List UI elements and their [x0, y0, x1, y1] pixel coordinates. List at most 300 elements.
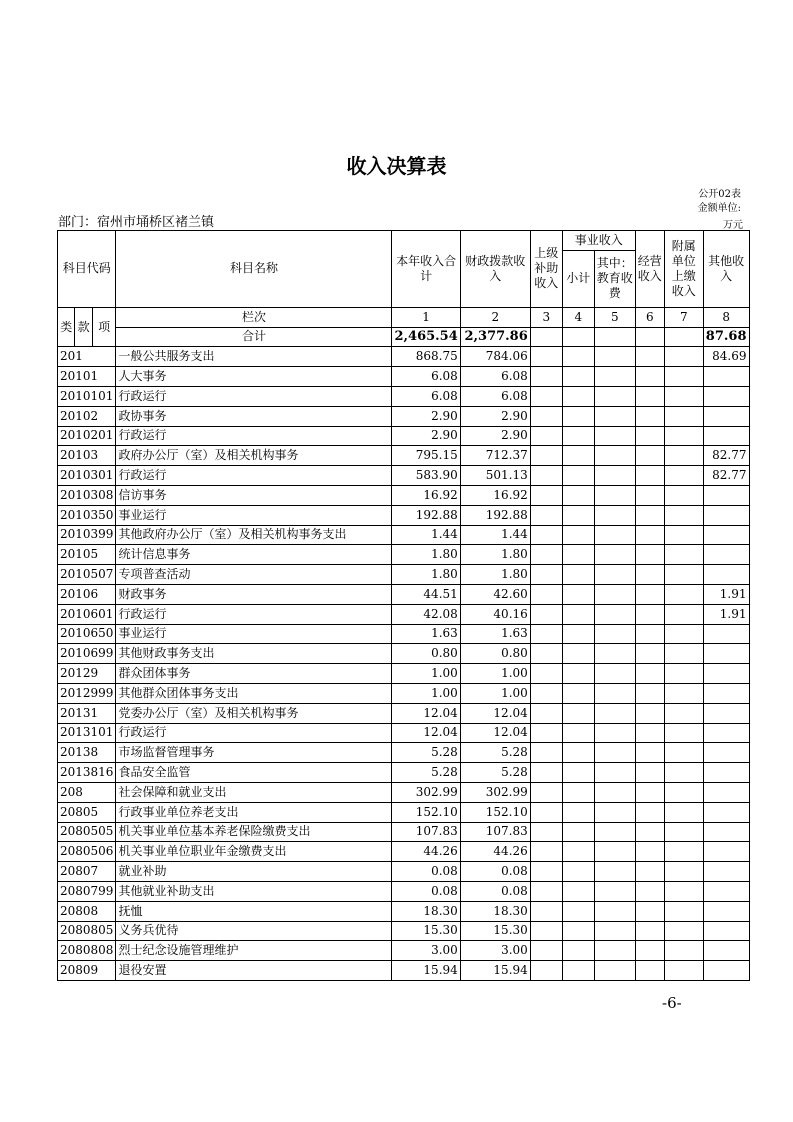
cell-c8 — [703, 842, 749, 862]
cell-empty — [594, 822, 635, 842]
header-lanci: 栏次 — [116, 307, 392, 327]
cell-empty — [530, 604, 562, 624]
table-row — [58, 386, 750, 406]
cell-empty — [635, 842, 664, 862]
cell-empty — [562, 406, 594, 426]
cell-empty — [562, 386, 594, 406]
column-number: 6 — [635, 307, 664, 327]
cell-name: 退役安置 — [116, 961, 392, 981]
cell-empty — [664, 703, 703, 723]
cell-c2: 1.63 — [460, 624, 530, 644]
cell-name: 社会保障和就业支出 — [116, 782, 392, 802]
cell-c1: 107.83 — [392, 822, 460, 842]
column-number: 7 — [664, 307, 703, 327]
cell-c8 — [703, 406, 749, 426]
cell-empty — [635, 941, 664, 961]
income-table — [57, 230, 750, 981]
cell-empty — [562, 763, 594, 783]
table-row — [58, 545, 750, 565]
cell-empty — [635, 446, 664, 466]
cell-empty — [635, 901, 664, 921]
column-number: 5 — [594, 307, 635, 327]
cell-empty — [530, 743, 562, 763]
cell-code: 208 — [58, 782, 116, 802]
cell-empty — [562, 584, 594, 604]
cell-c2: 6.08 — [460, 386, 530, 406]
cell-empty — [594, 921, 635, 941]
cell-c1: 15.30 — [392, 921, 460, 941]
cell-empty — [664, 485, 703, 505]
cell-empty — [530, 683, 562, 703]
cell-name: 一般公共服务支出 — [116, 347, 392, 367]
cell-empty — [664, 367, 703, 387]
cell-empty — [594, 367, 635, 387]
cell-c1: 302.99 — [392, 782, 460, 802]
cell-name: 就业补助 — [116, 862, 392, 882]
cell-code: 2013816 — [58, 763, 116, 783]
table-row — [58, 565, 750, 585]
cell-code: 201 — [58, 347, 116, 367]
cell-code: 20138 — [58, 743, 116, 763]
table-row — [58, 901, 750, 921]
cell-code: 2010301 — [58, 466, 116, 486]
table-row — [58, 941, 750, 961]
cell-c2: 152.10 — [460, 802, 530, 822]
cell-empty — [635, 565, 664, 585]
cell-code: 2010201 — [58, 426, 116, 446]
cell-c2: 2.90 — [460, 426, 530, 446]
cell-c8 — [703, 367, 749, 387]
cell-c1: 18.30 — [392, 901, 460, 921]
cell-c8 — [703, 565, 749, 585]
cell-code: 20105 — [58, 545, 116, 565]
cell-empty — [562, 782, 594, 802]
cell-code: 20131 — [58, 703, 116, 723]
cell-empty — [530, 525, 562, 545]
cell-c2: 0.80 — [460, 644, 530, 664]
cell-empty — [664, 406, 703, 426]
cell-empty — [635, 367, 664, 387]
table-row — [58, 862, 750, 882]
total-label: 合计 — [116, 327, 392, 347]
cell-empty — [635, 624, 664, 644]
cell-empty — [594, 466, 635, 486]
cell-empty — [635, 505, 664, 525]
cell-name: 食品安全监管 — [116, 763, 392, 783]
cell-empty — [664, 723, 703, 743]
cell-empty — [594, 683, 635, 703]
department: 部门：宿州市埇桥区褚兰镇 — [58, 215, 215, 230]
total-c2: 2,377.86 — [460, 327, 530, 347]
cell-c2: 44.26 — [460, 842, 530, 862]
column-number: 2 — [460, 307, 530, 327]
cell-empty — [562, 446, 594, 466]
header-shiye: 事业收入 — [562, 231, 635, 251]
cell-name: 行政运行 — [116, 466, 392, 486]
cell-empty — [562, 743, 594, 763]
cell-empty — [562, 604, 594, 624]
cell-c2: 16.92 — [460, 485, 530, 505]
cell-empty — [594, 664, 635, 684]
cell-empty — [594, 446, 635, 466]
cell-empty — [664, 426, 703, 446]
cell-c1: 1.44 — [392, 525, 460, 545]
cell-empty — [530, 842, 562, 862]
cell-name: 财政事务 — [116, 584, 392, 604]
table-row — [58, 347, 750, 367]
cell-c2: 107.83 — [460, 822, 530, 842]
cell-empty — [594, 703, 635, 723]
cell-empty — [562, 545, 594, 565]
cell-empty — [664, 961, 703, 981]
cell-empty — [664, 921, 703, 941]
column-number: 3 — [530, 307, 562, 327]
cell-name: 其他就业补助支出 — [116, 881, 392, 901]
unit-label: 金额单位: — [697, 203, 741, 214]
cell-c1: 152.10 — [392, 802, 460, 822]
cell-c1: 2.90 — [392, 406, 460, 426]
cell-c8 — [703, 822, 749, 842]
cell-c8 — [703, 525, 749, 545]
cell-empty — [635, 961, 664, 981]
cell-empty — [562, 683, 594, 703]
cell-empty — [635, 386, 664, 406]
cell-code: 2080505 — [58, 822, 116, 842]
cell-c8 — [703, 545, 749, 565]
table-row — [58, 426, 750, 446]
cell-c8: 1.91 — [703, 584, 749, 604]
table-row — [58, 881, 750, 901]
header-c3: 上级补助收入 — [530, 231, 562, 308]
cell-c2: 6.08 — [460, 367, 530, 387]
cell-name: 政协事务 — [116, 406, 392, 426]
table-row — [58, 584, 750, 604]
cell-c1: 6.08 — [392, 386, 460, 406]
table-row — [58, 406, 750, 426]
cell-empty — [562, 505, 594, 525]
cell-c1: 868.75 — [392, 347, 460, 367]
cell-code: 2010507 — [58, 565, 116, 585]
cell-c1: 0.08 — [392, 881, 460, 901]
cell-empty — [635, 763, 664, 783]
cell-empty — [594, 386, 635, 406]
cell-name: 行政事业单位养老支出 — [116, 802, 392, 822]
cell-c8 — [703, 683, 749, 703]
table-row — [58, 703, 750, 723]
cell-empty — [594, 802, 635, 822]
cell-c8: 82.77 — [703, 446, 749, 466]
table-row — [58, 505, 750, 525]
cell-c2: 1.80 — [460, 565, 530, 585]
cell-c2: 15.30 — [460, 921, 530, 941]
header-c8: 其他收入 — [703, 231, 749, 308]
header-c7: 附属单位上缴收入 — [664, 231, 703, 308]
table-row — [58, 466, 750, 486]
cell-c1: 44.26 — [392, 842, 460, 862]
cell-empty — [664, 881, 703, 901]
cell-empty — [635, 406, 664, 426]
cell-code: 2080506 — [58, 842, 116, 862]
cell-c1: 5.28 — [392, 743, 460, 763]
table-row — [58, 525, 750, 545]
cell-empty — [635, 921, 664, 941]
cell-c1: 1.80 — [392, 565, 460, 585]
cell-c8 — [703, 723, 749, 743]
cell-c8 — [703, 763, 749, 783]
cell-code: 20808 — [58, 901, 116, 921]
cell-empty — [562, 664, 594, 684]
cell-code: 2010699 — [58, 644, 116, 664]
column-number: 4 — [562, 307, 594, 327]
cell-code: 2013101 — [58, 723, 116, 743]
cell-c2: 1.44 — [460, 525, 530, 545]
page-title: 收入决算表 — [346, 154, 447, 178]
cell-c2: 3.00 — [460, 941, 530, 961]
cell-name: 行政运行 — [116, 604, 392, 624]
cell-name: 事业运行 — [116, 624, 392, 644]
cell-name: 信访事务 — [116, 485, 392, 505]
cell-empty — [562, 485, 594, 505]
cell-empty — [664, 505, 703, 525]
cell-empty — [594, 901, 635, 921]
cell-empty — [664, 386, 703, 406]
cell-empty — [530, 881, 562, 901]
cell-name: 机关事业单位职业年金缴费支出 — [116, 842, 392, 862]
cell-c8 — [703, 901, 749, 921]
cell-empty — [530, 505, 562, 525]
cell-c2: 302.99 — [460, 782, 530, 802]
cell-empty — [562, 347, 594, 367]
cell-code: 2080799 — [58, 881, 116, 901]
cell-empty — [530, 901, 562, 921]
cell-name: 其他群众团体事务支出 — [116, 683, 392, 703]
table-row — [58, 763, 750, 783]
header-lei: 类 — [58, 307, 75, 347]
cell-c8: 84.69 — [703, 347, 749, 367]
cell-c2: 712.37 — [460, 446, 530, 466]
cell-empty — [664, 842, 703, 862]
cell-c1: 5.28 — [392, 763, 460, 783]
cell-empty — [562, 941, 594, 961]
cell-c2: 1.80 — [460, 545, 530, 565]
cell-empty — [664, 802, 703, 822]
cell-c1: 1.80 — [392, 545, 460, 565]
cell-empty — [530, 446, 562, 466]
cell-c1: 0.80 — [392, 644, 460, 664]
cell-empty — [635, 347, 664, 367]
cell-empty — [594, 743, 635, 763]
cell-empty — [594, 941, 635, 961]
cell-empty — [635, 802, 664, 822]
cell-empty — [530, 367, 562, 387]
cell-empty — [562, 367, 594, 387]
cell-empty — [635, 822, 664, 842]
cell-empty — [530, 347, 562, 367]
cell-empty — [594, 565, 635, 585]
page-number: -6- — [662, 994, 682, 1012]
cell-c8 — [703, 644, 749, 664]
cell-empty — [635, 862, 664, 882]
cell-empty — [635, 644, 664, 664]
cell-empty — [530, 782, 562, 802]
cell-empty — [635, 743, 664, 763]
cell-c2: 1.00 — [460, 683, 530, 703]
cell-code: 2012999 — [58, 683, 116, 703]
cell-empty — [664, 743, 703, 763]
cell-c1: 583.90 — [392, 466, 460, 486]
cell-empty — [635, 664, 664, 684]
cell-c2: 0.08 — [460, 862, 530, 882]
table-row — [58, 683, 750, 703]
cell-empty — [664, 683, 703, 703]
cell-empty — [635, 545, 664, 565]
cell-empty — [664, 624, 703, 644]
cell-name: 其他政府办公厅（室）及相关机构事务支出 — [116, 525, 392, 545]
header-code: 科目代码 — [58, 231, 116, 308]
cell-c2: 5.28 — [460, 743, 530, 763]
header-name: 科目名称 — [116, 231, 392, 308]
cell-empty — [594, 485, 635, 505]
cell-c8 — [703, 961, 749, 981]
cell-code: 20106 — [58, 584, 116, 604]
cell-empty — [594, 961, 635, 981]
cell-empty — [594, 406, 635, 426]
cell-empty — [562, 842, 594, 862]
cell-code: 2010650 — [58, 624, 116, 644]
cell-c8 — [703, 743, 749, 763]
table-row — [58, 485, 750, 505]
cell-c2: 15.94 — [460, 961, 530, 981]
cell-empty — [594, 644, 635, 664]
cell-empty — [635, 703, 664, 723]
cell-c2: 784.06 — [460, 347, 530, 367]
cell-name: 专项普查活动 — [116, 565, 392, 585]
cell-empty — [664, 347, 703, 367]
cell-c2: 42.60 — [460, 584, 530, 604]
cell-empty — [664, 664, 703, 684]
cell-empty — [562, 901, 594, 921]
cell-c1: 192.88 — [392, 505, 460, 525]
cell-empty — [664, 446, 703, 466]
table-row — [58, 446, 750, 466]
cell-c1: 15.94 — [392, 961, 460, 981]
cell-empty — [530, 723, 562, 743]
form-number: 公开02表 — [698, 189, 741, 200]
header-c6: 经营收入 — [635, 231, 664, 308]
cell-empty — [594, 505, 635, 525]
cell-code: 20809 — [58, 961, 116, 981]
cell-empty — [530, 664, 562, 684]
unit-value: 万元 — [723, 220, 743, 231]
cell-empty — [530, 822, 562, 842]
cell-empty — [635, 525, 664, 545]
cell-c8 — [703, 485, 749, 505]
cell-empty — [594, 881, 635, 901]
cell-empty — [530, 921, 562, 941]
cell-empty — [530, 584, 562, 604]
cell-empty — [530, 624, 562, 644]
cell-c1: 3.00 — [392, 941, 460, 961]
cell-c1: 6.08 — [392, 367, 460, 387]
cell-name: 政府办公厅（室）及相关机构事务 — [116, 446, 392, 466]
cell-name: 事业运行 — [116, 505, 392, 525]
total-c8: 87.68 — [703, 327, 749, 347]
cell-empty — [594, 604, 635, 624]
cell-c8 — [703, 505, 749, 525]
cell-c1: 16.92 — [392, 485, 460, 505]
cell-empty — [562, 624, 594, 644]
cell-c2: 0.08 — [460, 881, 530, 901]
cell-name: 统计信息事务 — [116, 545, 392, 565]
cell-empty — [635, 604, 664, 624]
table-row — [58, 782, 750, 802]
table-row — [58, 664, 750, 684]
table-row — [58, 743, 750, 763]
cell-name: 其他财政事务支出 — [116, 644, 392, 664]
cell-empty — [664, 822, 703, 842]
header-c4: 小计 — [562, 250, 594, 307]
cell-c2: 18.30 — [460, 901, 530, 921]
header-xiang: 项 — [92, 307, 116, 347]
cell-code: 20805 — [58, 802, 116, 822]
cell-empty — [664, 763, 703, 783]
cell-c2: 12.04 — [460, 703, 530, 723]
cell-empty — [562, 426, 594, 446]
cell-c1: 0.08 — [392, 862, 460, 882]
table-row — [58, 604, 750, 624]
cell-empty — [664, 782, 703, 802]
cell-empty — [594, 763, 635, 783]
cell-c8 — [703, 664, 749, 684]
cell-empty — [530, 703, 562, 723]
cell-empty — [594, 842, 635, 862]
cell-code: 2010308 — [58, 485, 116, 505]
cell-empty — [562, 723, 594, 743]
cell-c1: 12.04 — [392, 723, 460, 743]
table-row — [58, 367, 750, 387]
cell-c1: 42.08 — [392, 604, 460, 624]
cell-empty — [594, 862, 635, 882]
cell-empty — [664, 901, 703, 921]
cell-empty — [530, 941, 562, 961]
cell-empty — [530, 485, 562, 505]
cell-empty — [664, 941, 703, 961]
cell-c8: 82.77 — [703, 466, 749, 486]
cell-name: 烈士纪念设施管理维护 — [116, 941, 392, 961]
cell-c8 — [703, 921, 749, 941]
cell-name: 机关事业单位基本养老保险缴费支出 — [116, 822, 392, 842]
cell-code: 20103 — [58, 446, 116, 466]
cell-empty — [594, 782, 635, 802]
table-row — [58, 961, 750, 981]
cell-empty — [530, 426, 562, 446]
cell-empty — [664, 644, 703, 664]
cell-c1: 1.00 — [392, 683, 460, 703]
cell-name: 行政运行 — [116, 723, 392, 743]
cell-empty — [562, 881, 594, 901]
table-row — [58, 842, 750, 862]
cell-empty — [594, 624, 635, 644]
cell-c1: 12.04 — [392, 703, 460, 723]
cell-name: 行政运行 — [116, 426, 392, 446]
total-c1: 2,465.54 — [392, 327, 460, 347]
cell-c1: 2.90 — [392, 426, 460, 446]
cell-empty — [530, 961, 562, 981]
cell-code: 20807 — [58, 862, 116, 882]
cell-empty — [530, 644, 562, 664]
header-c1: 本年收入合计 — [392, 231, 460, 308]
column-number: 8 — [703, 307, 749, 327]
